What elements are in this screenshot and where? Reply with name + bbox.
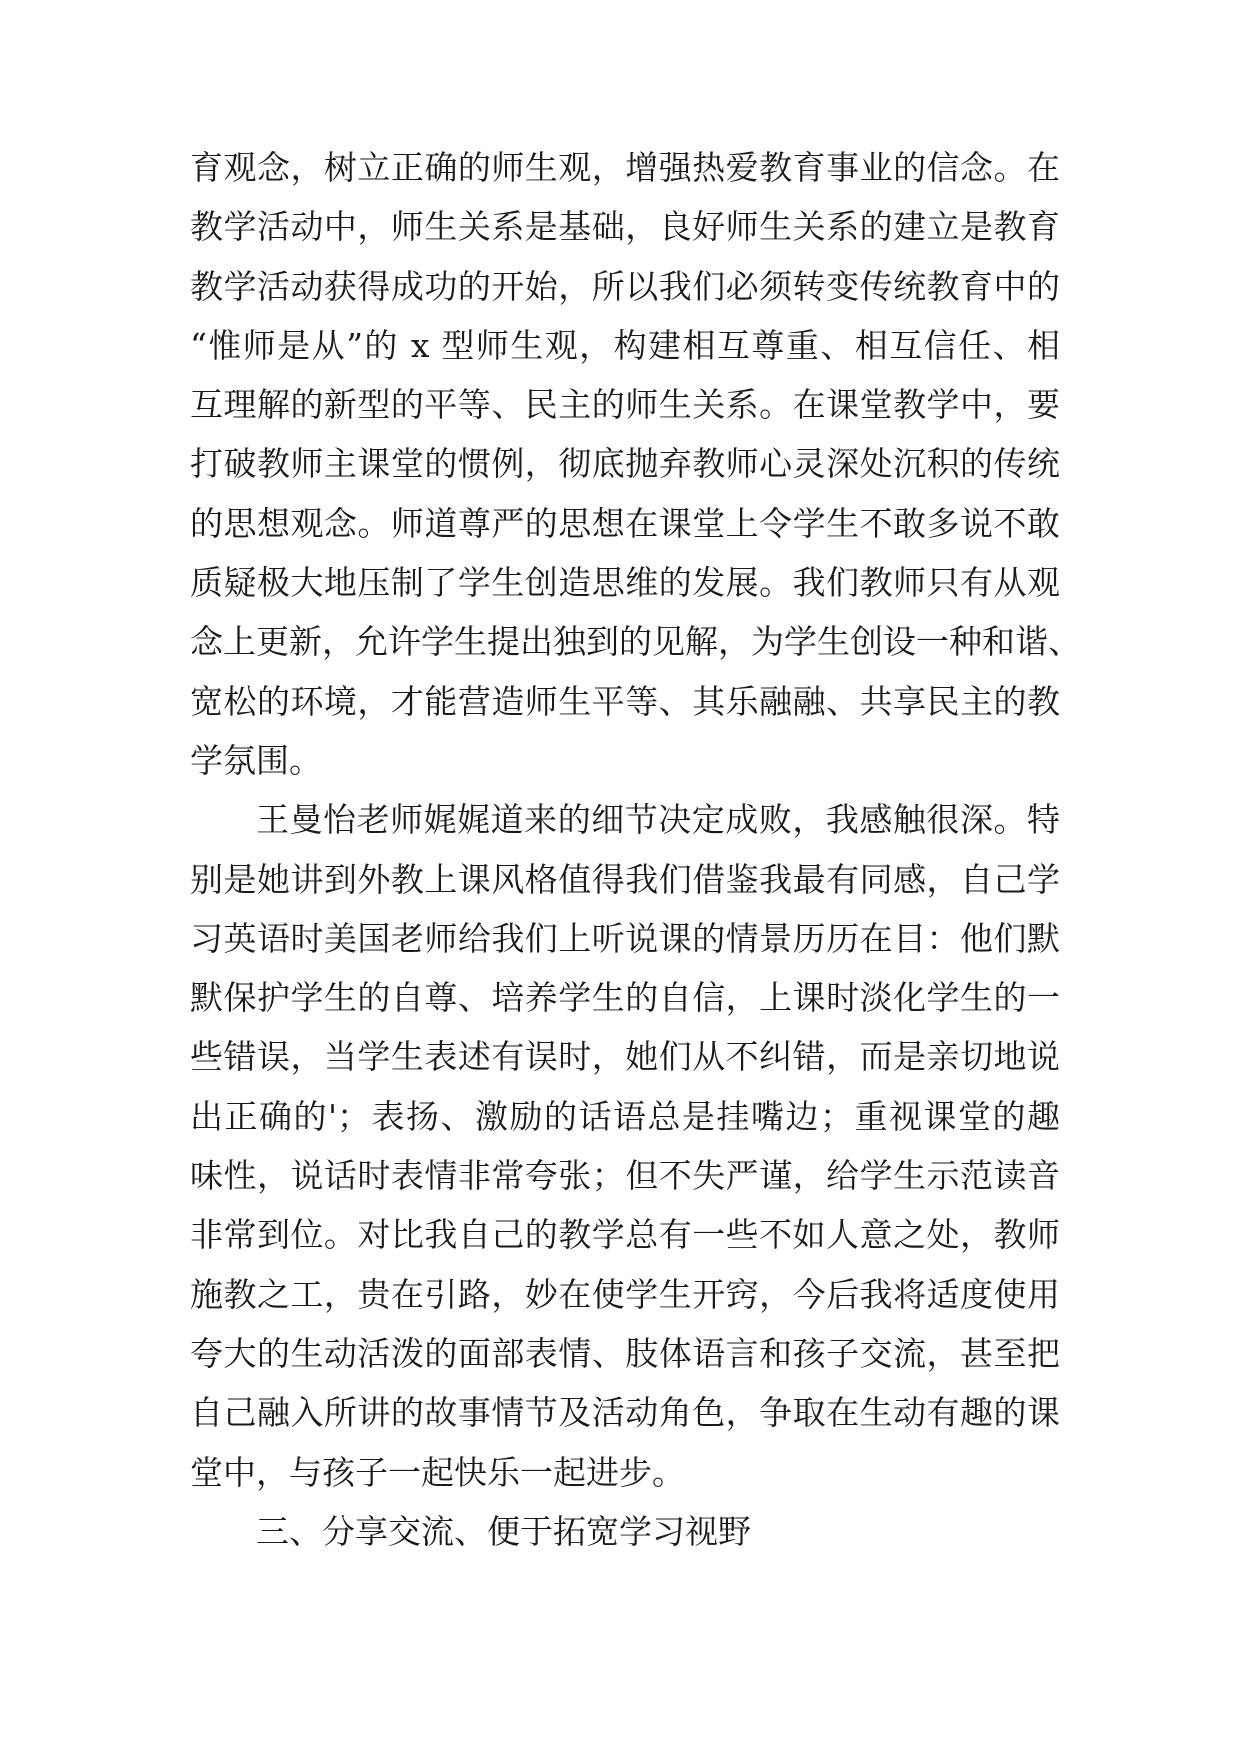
text-line: 夸大的生动活泼的面部表情、肢体语言和孩子交流，甚至把 <box>190 1333 1060 1373</box>
section-heading: 三、分享交流、便于拓宽学习视野 <box>256 1511 751 1551</box>
section-heading-sharing <box>190 1502 1060 1561</box>
text-line: 的思想观念。师道尊严的思想在课堂上令学生不敢多说不敢 <box>190 503 1060 543</box>
text-line: 味性，说话时表情非常夸张；但不失严谨，给学生示范读音 <box>190 1156 1060 1196</box>
paragraph-teacher-student-relations <box>190 138 1081 790</box>
text-line: 王曼怡老师娓娓道来的细节决定成败，我感触很深。特 <box>256 800 1060 840</box>
text-line: 互理解的新型的平等、民主的师生关系。在课堂教学中，要 <box>190 385 1060 425</box>
text-line: 教学活动中，师生关系是基础，良好师生关系的建立是教育 <box>190 207 1060 247</box>
text-line: 念上更新，允许学生提出独到的见解，为学生创设一种和谐、 <box>190 622 1081 662</box>
text-line: 习英语时美国老师给我们上听说课的情景历历在目：他们默 <box>190 918 1060 958</box>
text-line: 育观念，树立正确的师生观，增强热爱教育事业的信念。在 <box>190 148 1060 187</box>
text-line: 宽松的环境，才能营造师生平等、其乐融融、共享民主的教 <box>190 681 1060 721</box>
text-line: 质疑极大地压制了学生创造思维的发展。我们教师只有从观 <box>190 563 1060 603</box>
text-line: 些错误，当学生表述有误时，她们从不纠错，而是亲切地说 <box>190 1037 1060 1077</box>
text-line: 默保护学生的自尊、培养学生的自信，上课时淡化学生的一 <box>190 978 1060 1018</box>
text-line: 学氛围。 <box>190 740 322 780</box>
text-line: 出正确的'；表扬、激励的话语总是挂嘴边；重视课堂的趣 <box>190 1096 1060 1136</box>
paragraph-details-decide-success <box>190 790 1060 1502</box>
body-text <box>190 138 1081 1561</box>
text-line: 打破教师主课堂的惯例，彻底抛弃教师心灵深处沉积的传统 <box>190 444 1060 484</box>
text-line: 教学活动获得成功的开始，所以我们必须转变传统教育中的 <box>190 266 1060 306</box>
text-line: 别是她讲到外教上课风格值得我们借鉴我最有同感，自己学 <box>190 859 1060 899</box>
text-line: 施教之工，贵在引路，妙在使学生开窍，今后我将适度使用 <box>190 1274 1060 1314</box>
text-line: 堂中，与孩子一起快乐一起进步。 <box>190 1452 685 1492</box>
text-line: 自己融入所讲的故事情节及活动角色，争取在生动有趣的课 <box>190 1393 1060 1433</box>
text-line: 非常到位。对比我自己的教学总有一些不如人意之处，教师 <box>190 1215 1060 1255</box>
text-line: “惟师是从”的 x 型师生观，构建相互尊重、相互信任、相 <box>190 325 1060 365</box>
